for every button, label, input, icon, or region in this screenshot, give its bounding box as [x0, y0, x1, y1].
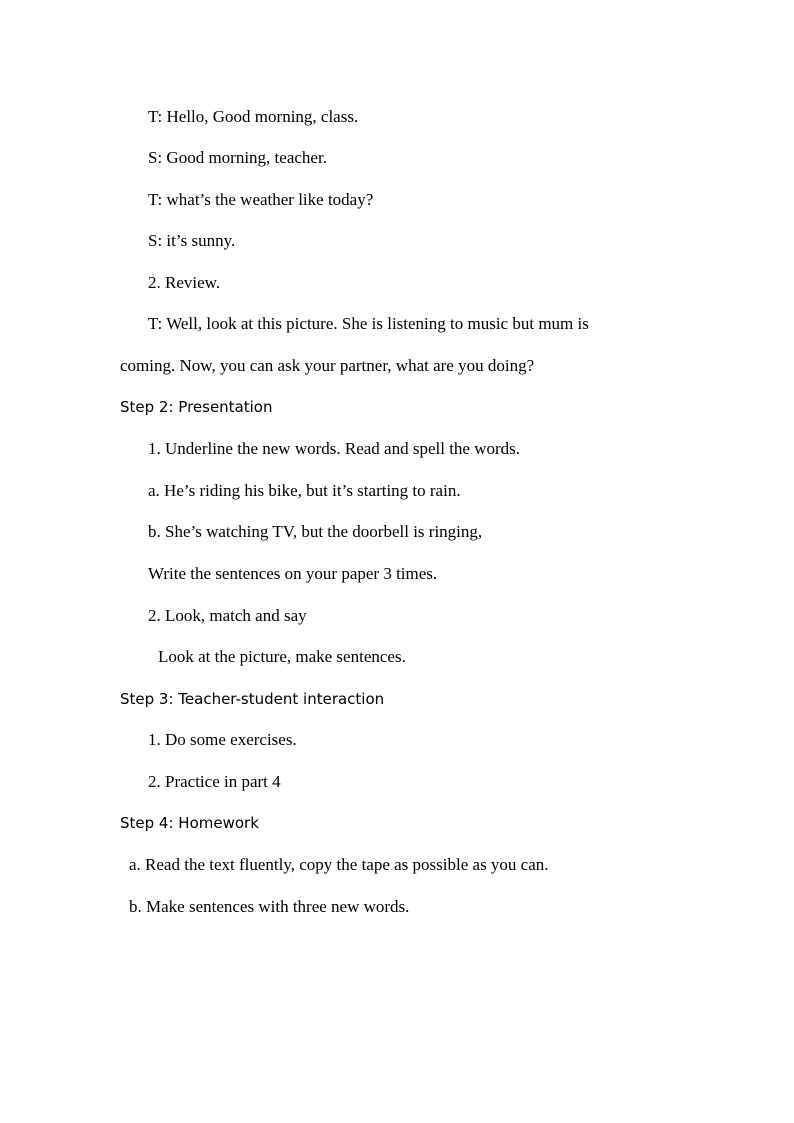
- step-4-heading: Step 4: Homework: [120, 814, 259, 832]
- step-3-heading: Step 3: Teacher-student interaction: [120, 690, 385, 708]
- step-2-heading: Step 2: Presentation: [120, 398, 273, 416]
- dialogue-line: T: Well, look at this picture. She is listening to music but mum is: [148, 314, 589, 333]
- dialogue-line: T: what’s the weather like today?: [148, 190, 374, 209]
- step-3-line: 1. Do some exercises.: [148, 730, 297, 749]
- dialogue-line: coming. Now, you can ask your partner, what are you doing?: [120, 356, 535, 375]
- step-2-line: 1. Underline the new words. Read and spell the words.: [148, 439, 521, 458]
- step-2-line: 2. Look, match and say: [148, 606, 307, 625]
- step-4-line: b. Make sentences with three new words.: [129, 897, 410, 916]
- step-2-line: Write the sentences on your paper 3 times.: [148, 564, 438, 583]
- step-3-line: 2. Practice in part 4: [148, 772, 281, 791]
- step-2-line: b. She’s watching TV, but the doorbell is ringing,: [148, 522, 483, 541]
- review-line: 2. Review.: [148, 273, 221, 292]
- step-2-line: Look at the picture, make sentences.: [158, 647, 406, 666]
- step-4-line: a. Read the text fluently, copy the tape as possible as you can.: [129, 855, 549, 874]
- step-2-line: a. He’s riding his bike, but it’s starting to rain.: [148, 481, 461, 500]
- dialogue-line: S: it’s sunny.: [148, 231, 236, 250]
- dialogue-line: S: Good morning, teacher.: [148, 148, 327, 167]
- dialogue-line: T: Hello, Good morning, class.: [148, 107, 359, 126]
